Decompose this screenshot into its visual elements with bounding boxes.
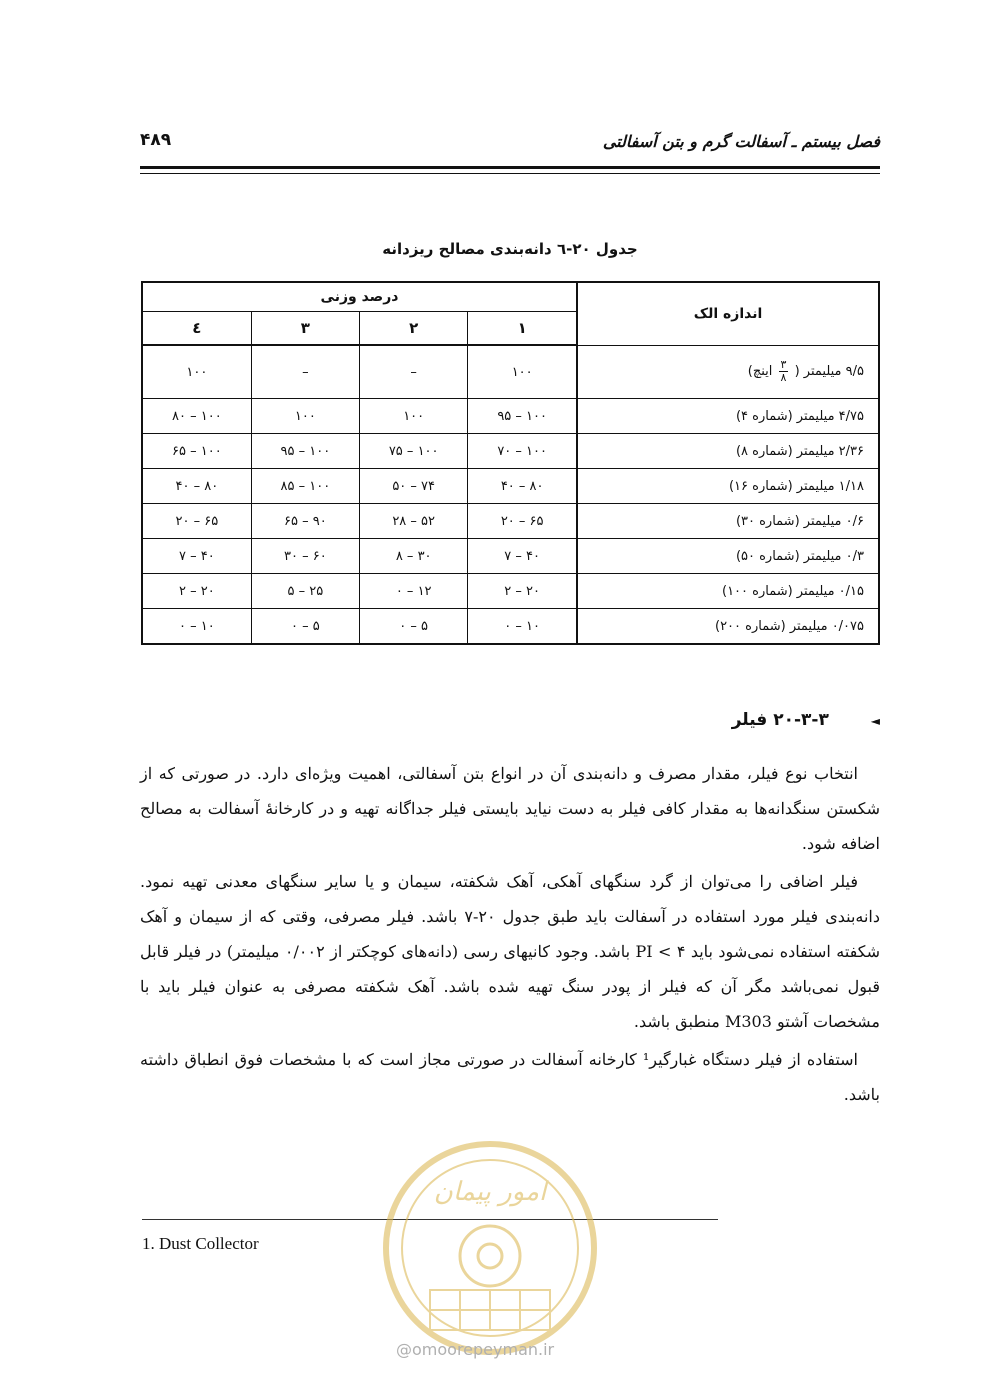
triangle-bullet-icon: ◄ (870, 714, 880, 728)
watermark-logo-icon (380, 1138, 600, 1358)
value-cell: ۱۰ – ۰ (468, 609, 577, 645)
value-cell: ۱۰۰ – ۷۵ (360, 434, 468, 469)
value-cell: ۴۰ – ۷ (468, 539, 577, 574)
value-cell: ۱۰۰ – ۸۰ (142, 399, 251, 434)
value-cell: ۱۲ – ۰ (360, 574, 468, 609)
fraction-denominator: ۸ (780, 371, 787, 385)
column-header-2: ۲ (360, 312, 468, 346)
value-cell: ۲۵ – ۵ (251, 574, 359, 609)
page-number: ۴۸۹ (140, 130, 172, 150)
value-cell: ۷۴ – ۵۰ (360, 469, 468, 504)
table-row (142, 609, 879, 645)
weight-percent-header: درصد وزنی (142, 282, 577, 312)
value-cell: ۵ – ۰ (360, 609, 468, 645)
value-cell: ۱۰ – ۰ (142, 609, 251, 645)
value-cell: ۱۰۰ (251, 399, 359, 434)
grading-table (141, 281, 880, 645)
column-header-4: ٤ (142, 312, 251, 346)
sieve-size-header: اندازه الک (577, 282, 879, 345)
value-cell: ۸۰ – ۴۰ (142, 469, 251, 504)
value-cell: ۱۰۰ – ۷۰ (468, 434, 577, 469)
value-cell: ۵ – ۰ (251, 609, 359, 645)
paragraph-3: استفاده از فیلر دستگاه غبارگیر¹ کارخانه آسفالت در صورتی مجاز است که با مشخصات فوق انطباق داشته باشد. (140, 1050, 880, 1104)
value-cell: ۸۰ – ۴۰ (468, 469, 577, 504)
sieve-cell: ۱/۱۸ میلیمتر (شماره ۱۶) (577, 469, 879, 504)
fraction (779, 359, 789, 384)
section-heading-text: ۲۰-۳-۳ فیلر (731, 710, 829, 730)
value-cell: – (360, 345, 468, 399)
table-row (142, 345, 879, 399)
table-row (142, 434, 879, 469)
value-cell: ۶۵ – ۲۰ (468, 504, 577, 539)
header-rule-thick (140, 166, 880, 169)
sieve-cell: ۲/۳۶ میلیمتر (شماره ۸) (577, 434, 879, 469)
chapter-title: فصل بیستم ـ آسفالت گرم و بتن آسفالتی (602, 132, 880, 151)
sieve-cell (577, 345, 879, 399)
sieve-cell: ۴/۷۵ میلیمتر (شماره ۴) (577, 399, 879, 434)
value-cell: ۵۲ – ۲۸ (360, 504, 468, 539)
value-cell: ۹۰ – ۶۵ (251, 504, 359, 539)
sieve-label: ۹/۵ میلیمتر ( (794, 364, 864, 380)
table-row (142, 469, 879, 504)
table-row (142, 504, 879, 539)
page-header (140, 128, 880, 160)
value-cell: – (251, 345, 359, 399)
section-heading (732, 710, 880, 730)
column-header-1: ۱ (468, 312, 577, 346)
value-cell: ۳۰ – ۸ (360, 539, 468, 574)
value-cell: ۱۰۰ – ۶۵ (142, 434, 251, 469)
value-cell: ۶۰ – ۳۰ (251, 539, 359, 574)
value-cell: ۴۰ – ۷ (142, 539, 251, 574)
value-cell: ۱۰۰ (468, 345, 577, 399)
table-row (142, 399, 879, 434)
value-cell: ۱۰۰ (360, 399, 468, 434)
value-cell: ۱۰۰ – ۹۵ (468, 399, 577, 434)
sieve-cell: ۰/۳ میلیمتر (شماره ۵۰) (577, 539, 879, 574)
sieve-label-end: اینچ) (747, 364, 773, 380)
fraction-numerator: ۳ (780, 358, 787, 372)
table-row (142, 539, 879, 574)
watermark-grid-icon (430, 1290, 550, 1330)
footnote: 1. Dust Collector (142, 1234, 259, 1253)
sieve-cell: ۰/۰۷۵ میلیمتر (شماره ۲۰۰) (577, 609, 879, 645)
sieve-cell: ۰/۱۵ میلیمتر (شماره ۱۰۰) (577, 574, 879, 609)
column-header-3: ۳ (251, 312, 359, 346)
value-cell: ۶۵ – ۲۰ (142, 504, 251, 539)
value-cell: ۱۰۰ – ۹۵ (251, 434, 359, 469)
value-cell: ۲۰ – ۲ (142, 574, 251, 609)
paragraph-2: فیلر اضافی را می‌توان از گرد سنگهای آهکی، آهک شکفته، سیمان و یا سایر سنگهای معدنی تهیه نمود. دانه‌بندی فیلر مورد استفاده در آسفالت باید طبق جدول ۲۰-۷ باشد. فیلر مصرفی، وقتی که از سیمان و آهک شکفته استفاده نمی‌شود باید ۴ > PI باشد. وجود کانیهای رسی (دانه‌های کوچکتر از ۰/۰۰۲ میلیمتر) در فیلر قابل قبول نمی‌باشد مگر آن که فیلر از پودر سنگ تهیه شده باشد. آهک شکفته مصرفی به عنوان فیلر باید با مشخصات آشتو M303 منطبق باشد. (140, 872, 881, 1031)
value-cell: ۱۰۰ – ۸۵ (251, 469, 359, 504)
value-cell: ۲۰ – ۲ (468, 574, 577, 609)
watermark-url: @omoorepeyman.ir (396, 1340, 555, 1359)
table-caption: جدول ۲۰-٦ دانه‌بندی مصالح ریزدانه (382, 240, 638, 258)
watermark-logo-text: امور پیمان (433, 1177, 547, 1207)
value-cell: ۱۰۰ (142, 345, 251, 399)
sieve-cell: ۰/۶ میلیمتر (شماره ۳۰) (577, 504, 879, 539)
header-rule-thin (140, 173, 880, 174)
paragraph-1: انتخاب نوع فیلر، مقدار مصرف و دانه‌بندی آن در انواع بتن آسفالتی، اهمیت ویژه‌ای دارد. در صورتی که از شکستن سنگدانه‌ها به مقدار کافی فیلر به دست نیاید بایستی فیلر جداگانه تهیه و در کارخانهٔ آسفالت به مصالح اضافه شود. (140, 764, 880, 853)
body-text (140, 756, 880, 1115)
table-row (142, 574, 879, 609)
watermark-gear-icon (460, 1226, 520, 1286)
